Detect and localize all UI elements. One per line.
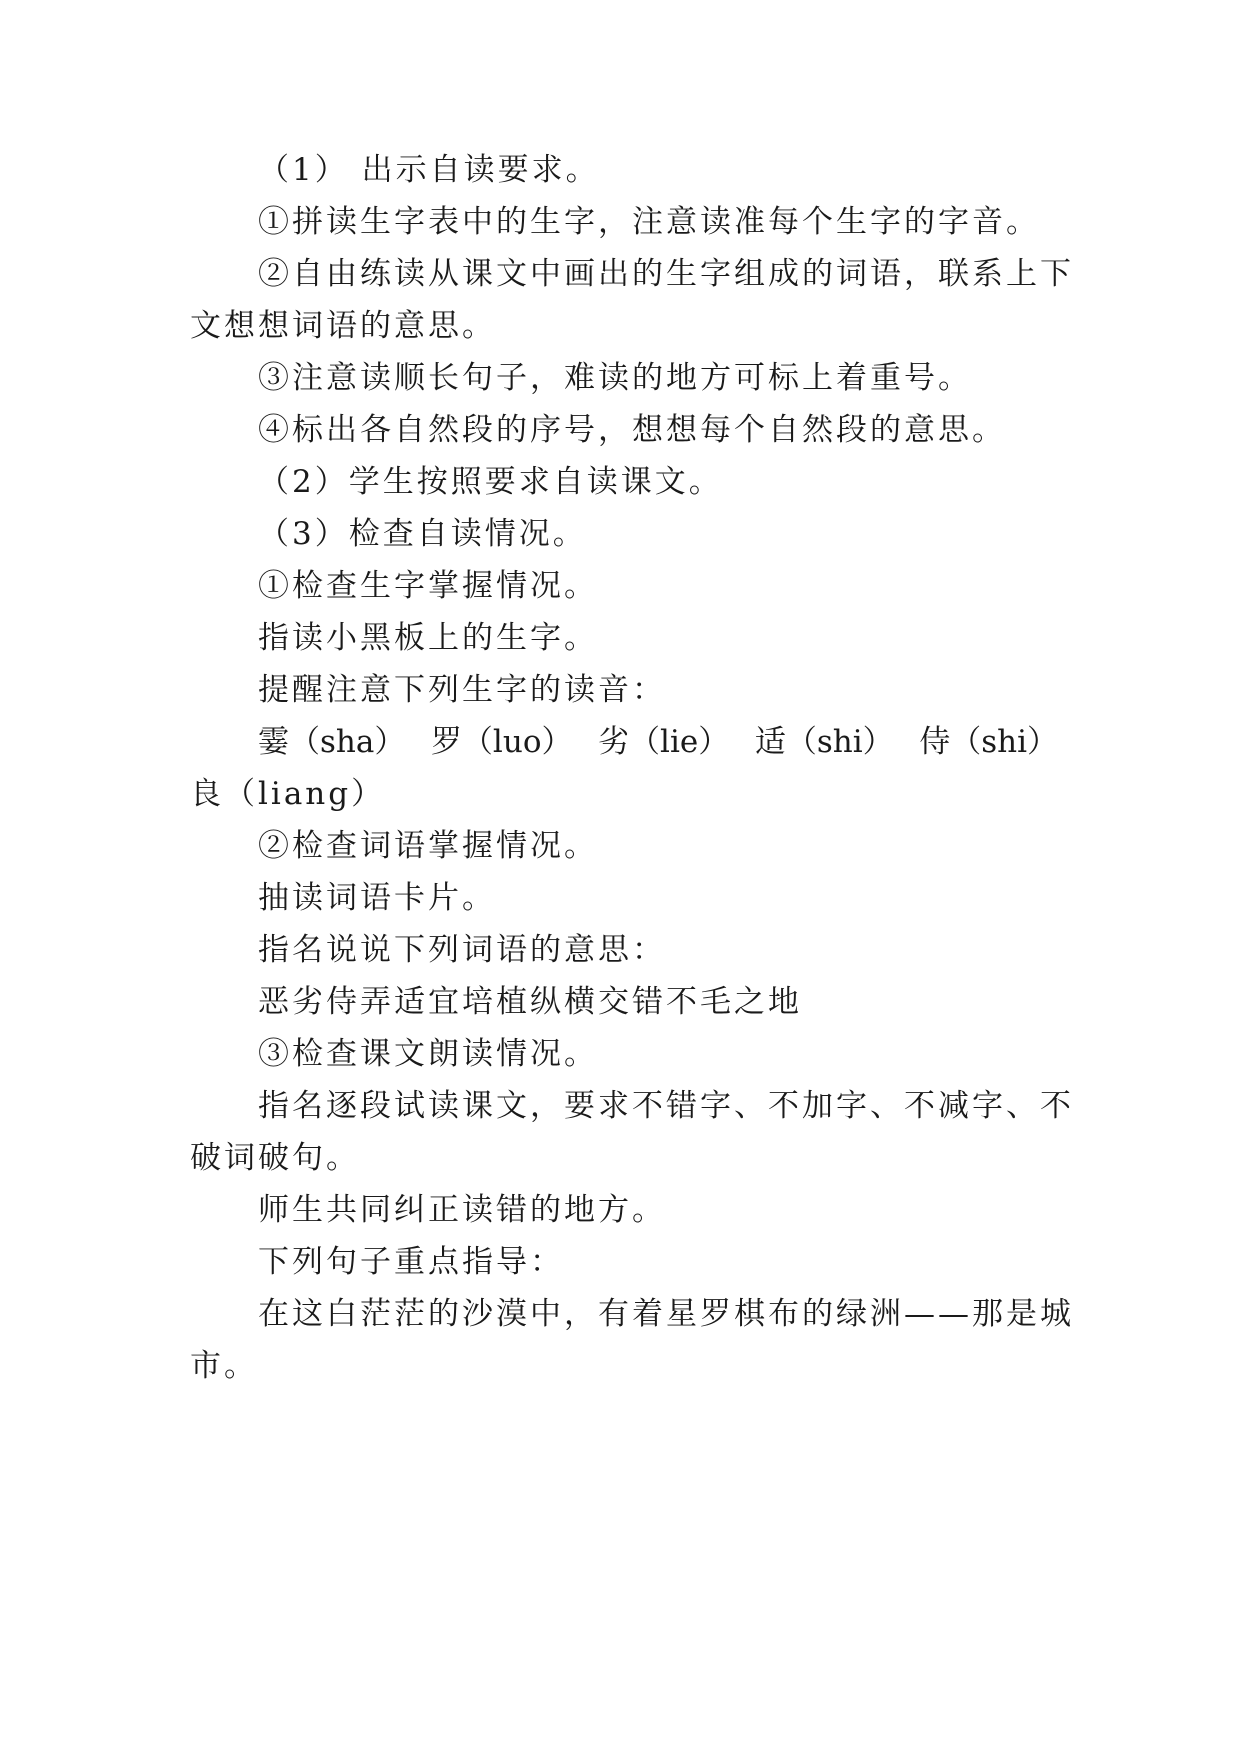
text-line: ①检查生字掌握情况。 xyxy=(258,568,598,604)
text-line: 师生共同纠正读错的地方。 xyxy=(258,1192,666,1228)
text-line: ②自由练读从课文中画出的生字组成的词语，联系上下 xyxy=(258,256,1074,292)
text-line: （2）学生按照要求自读课文。 xyxy=(258,464,723,500)
text-line: 恶劣侍弄适宜培植纵横交错不毛之地 xyxy=(258,984,802,1020)
text-line: ②检查词语掌握情况。 xyxy=(258,828,598,864)
pinyin-item: 侍（shi） xyxy=(919,724,1058,760)
text-line: 指读小黑板上的生字。 xyxy=(258,620,598,656)
text-line: 提醒注意下列生字的读音： xyxy=(258,672,666,708)
text-line: 良（liang） xyxy=(190,776,386,812)
text-line: 下列句子重点指导： xyxy=(258,1244,564,1280)
text-line: 指名逐段试读课文，要求不错字、不加字、不减字、不 xyxy=(258,1088,1074,1124)
pinyin-item: 罗（luo） xyxy=(430,724,573,760)
text-line: 破词破句。 xyxy=(190,1140,360,1176)
pinyin-item: 霎（sha） xyxy=(258,724,406,760)
text-line: 市。 xyxy=(190,1348,258,1384)
pinyin-item: 适（shi） xyxy=(754,724,894,760)
pinyin-item: 劣（lie） xyxy=(598,724,730,760)
text-line: 指名说说下列词语的意思： xyxy=(258,932,666,968)
text-line: 抽读词语卡片。 xyxy=(258,880,496,916)
text-line: （1） 出示自读要求。 xyxy=(258,152,600,188)
text-line: ③检查课文朗读情况。 xyxy=(258,1036,598,1072)
text-line: （3）检查自读情况。 xyxy=(258,516,587,552)
text-line: 在这白茫茫的沙漠中，有着星罗棋布的绿洲——那是城 xyxy=(258,1296,1074,1332)
pinyin-row xyxy=(258,722,1058,762)
text-line: ①拼读生字表中的生字，注意读准每个生字的字音。 xyxy=(258,204,1040,240)
text-line: 文想想词语的意思。 xyxy=(190,308,496,344)
text-line: ④标出各自然段的序号，想想每个自然段的意思。 xyxy=(258,412,1006,448)
text-line: ③注意读顺长句子，难读的地方可标上着重号。 xyxy=(258,360,972,396)
